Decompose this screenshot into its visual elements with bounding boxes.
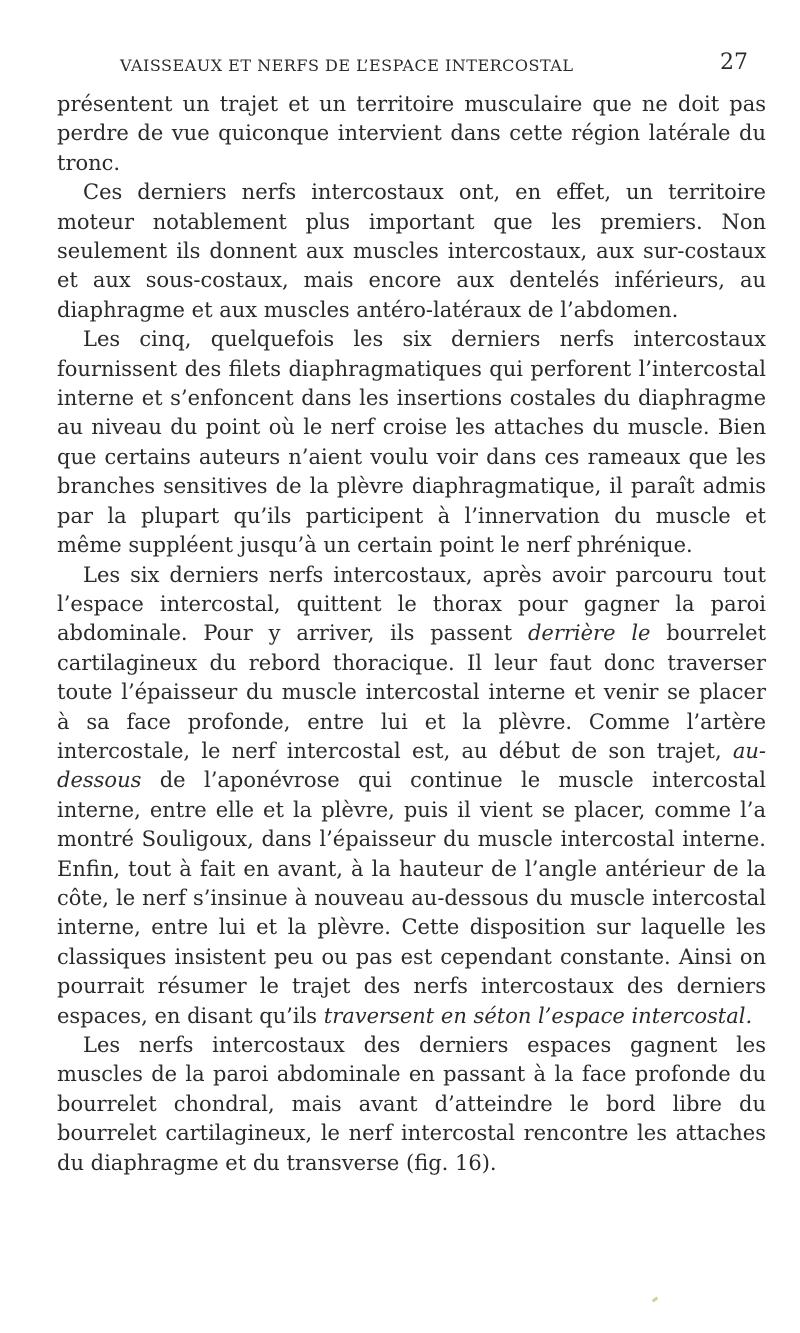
paragraph-text: Les six derniers nerfs intercostaux, après avoir parcouru tout l’espace intercostal, quittent le thorax pour gagner la paroi abdominale. Pour y arriver, ils passent xyxy=(57,562,766,646)
paragraph-5 xyxy=(57,1031,766,1178)
body-text xyxy=(57,90,766,1178)
paragraph-text: bourrelet cartilagineux du rebord thoracique. Il leur faut donc traverser toute l’épaisseur du muscle intercostal interne et venir se placer à sa face profonde, entre lui et la plèvre. Comme l’artère intercostale, le nerf intercostal est, au début de son trajet, xyxy=(57,621,767,763)
page-number: 27 xyxy=(720,50,748,75)
paragraph-text: Les cinq, quelquefois les six derniers nerfs intercostaux fournissent des filets diaphragmatiques qui perforent l’intercostal interne et s’enfoncent dans les insertions costales du diaphragme au niveau du point où le nerf croise les attaches du muscle. Bien que certains auteurs n’aient voulu voir dans ces rameaux que les branches sensitives de la plèvre diaphragmatique, il paraît admis par la plupart qu’ils participent à l’innervation du muscle et même suppléent jusqu’à un certain point le nerf phrénique. xyxy=(57,327,766,558)
italic-phrase: derrière le xyxy=(527,621,651,646)
running-title: VAISSEAUX ET NERFS DE L’ESPACE INTERCOSTAL xyxy=(120,56,574,75)
paragraph-text: de l’aponévrose qui continue le muscle intercostal interne, entre elle et la plèvre, puis il vient se placer, comme l’a montré Souligoux, dans l’épaisseur du muscle intercostal interne. Enfin, tout à fait en avant, à la hauteur de l’angle antérieur de la côte, le nerf s’insinue à nouveau au-dessous du muscle intercostal interne, entre lui et la plèvre. Cette disposition sur laquelle les classiques insistent peu ou pas est cependant constante. Ainsi on pourrait résumer le trajet des nerfs intercostaux des derniers espaces, en disant qu’ils xyxy=(57,768,766,1028)
paragraph-3 xyxy=(57,325,766,560)
paragraph-2 xyxy=(57,178,766,325)
italic-phrase: au-dessous xyxy=(57,738,766,793)
paragraph-4 xyxy=(57,561,766,1032)
paragraph-1 xyxy=(57,90,766,178)
italic-phrase: traversent en séton l’espace intercostal. xyxy=(323,1003,753,1028)
paragraph-text: Ces derniers nerfs intercostaux ont, en effet, un territoire moteur notablement plus important que les premiers. Non seulement ils donnent aux muscles intercostaux, aux sur-costaux et aux sous-costaux, mais encore aux dentelés inférieurs, au diaphragme et aux muscles antéro-latéraux de l’abdomen. xyxy=(57,180,766,322)
pencil-mark xyxy=(652,1297,659,1303)
paragraph-text: présentent un trajet et un territoire musculaire que ne doit pas perdre de vue quiconque intervient dans cette région latérale du tronc. xyxy=(57,92,766,175)
paragraph-text: Les nerfs intercostaux des derniers espaces gagnent les muscles de la paroi abdominale en passant à la face profonde du bourrelet chondral, mais avant d’atteindre le bord libre du bourrelet cartilagineux, le nerf intercostal rencontre les attaches du diaphragme et du transverse (fig. 16). xyxy=(57,1033,766,1175)
